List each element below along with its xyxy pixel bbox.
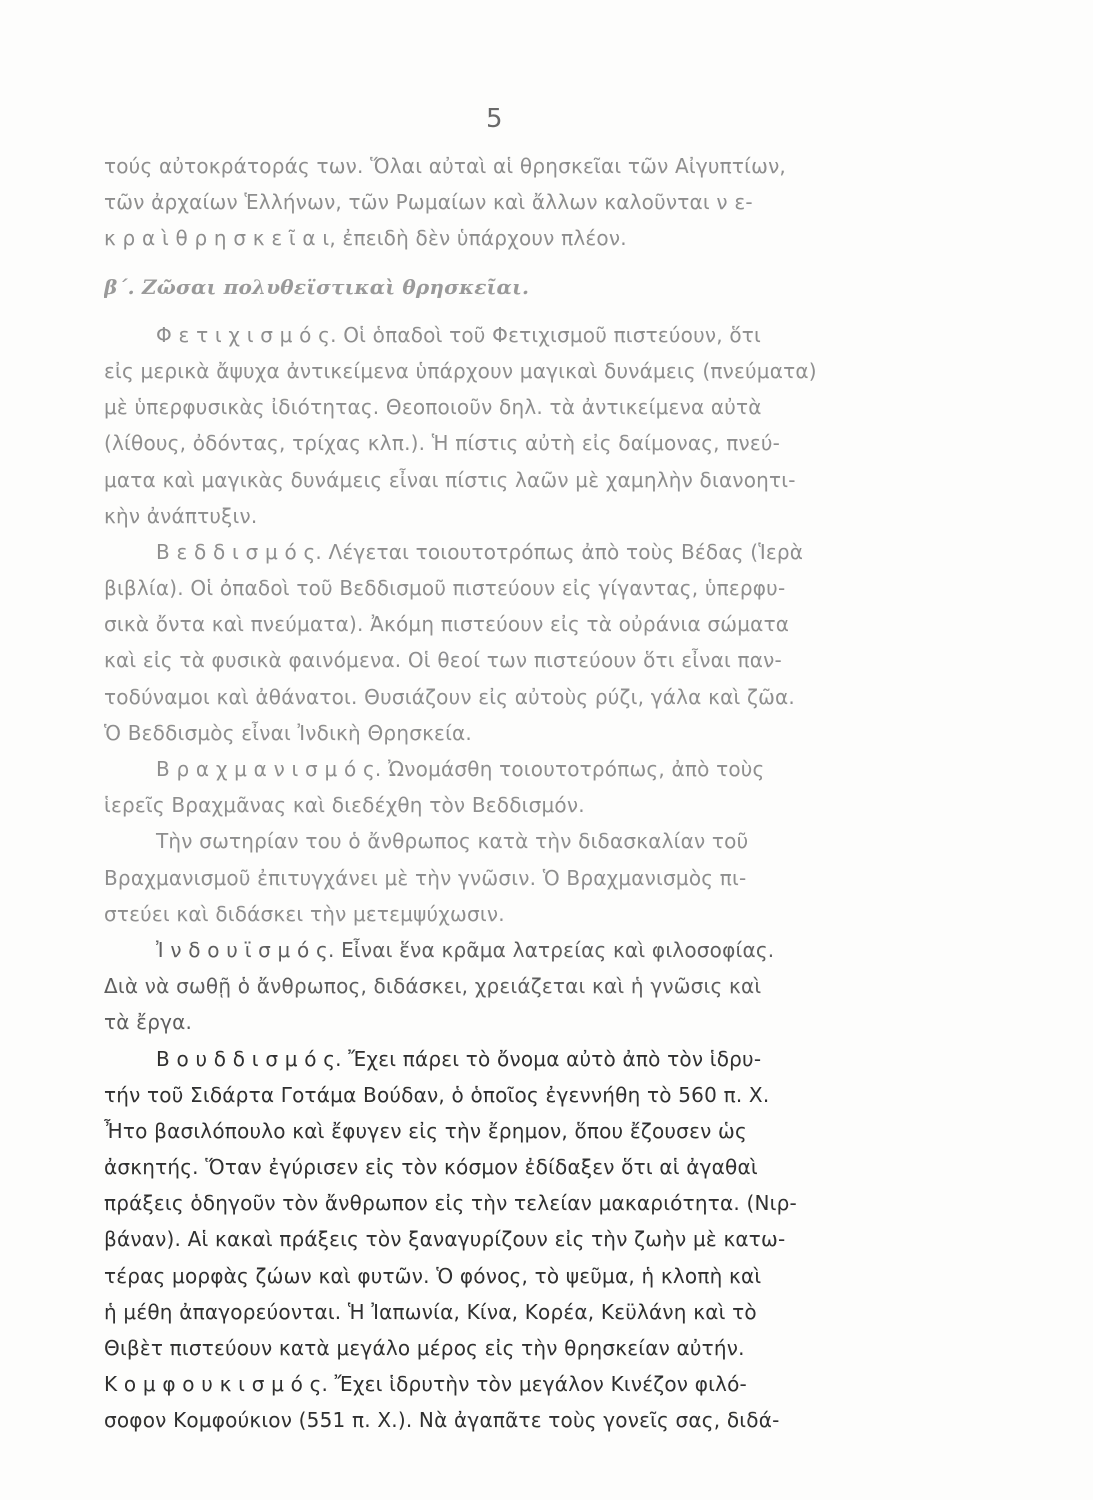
text-line: Β ο υ δ δ ι σ μ ό ς. Ἔχει πάρει τὸ ὄνομα αὐτὸ ἀπὸ τὸν ἱδρυ-: [156, 1046, 762, 1071]
text-line: μὲ ὑπερφυσικὰς ἰδιότητας. Θεοποιοῦν δηλ. τὰ ἀντικείμενα αὐτὰ: [104, 395, 762, 420]
text-line: σοφον Κομφούκιον (551 π. Χ.). Νὰ ἀγαπᾶτε τοὺς γονεῖς σας, διδά-: [104, 1408, 780, 1433]
text-line: Φ ε τ ι χ ι σ μ ό ς. Οἱ ὁπαδοὶ τοῦ Φετιχισμοῦ πιστεύουν, ὅτι: [156, 322, 762, 347]
text-line: τούς αὐτοκράτοράς των. Ὅλαι αὐταὶ αἱ θρησκεῖαι τῶν Αἰγυπτίων,: [104, 154, 786, 178]
text-line: ἡ μέθη ἀπαγορεύονται. Ἡ Ἰαπωνία, Κίνα, Κορέα, Κεϋλάνη καὶ τὸ: [104, 1299, 757, 1324]
text-line: Τὴν σωτηρίαν του ὁ ἄνθρωπος κατὰ τὴν διδασκαλίαν τοῦ: [156, 829, 749, 854]
text-line: πράξεις ὁδηγοῦν τὸν ἄνθρωπον εἰς τὴν τελείαν μακαριότητα. (Νιρ-: [104, 1191, 797, 1216]
text-line: Ἰ ν δ ο υ ϊ σ μ ό ς. Εἶναι ἕνα κρᾶμα λατρείας καὶ φιλοσοφίας.: [156, 937, 775, 962]
text-line: Ἦτο βασιλόπουλο καὶ ἔφυγεν εἰς τὴν ἔρημον, ὅπου ἔζουσεν ὡς: [104, 1118, 747, 1143]
text-line: Β ρ α χ μ α ν ι σ μ ό ς. Ὠνομάσθη τοιουτοτρόπως, ἀπὸ τοὺς: [156, 757, 765, 781]
text-line: Θιβὲτ πιστεύουν κατὰ μεγάλο μέρος εἰς τὴν θρησκείαν αὐτήν.: [104, 1336, 745, 1360]
text-line: Ὁ Βεδδισμὸς εἶναι Ἰνδικὴ Θρησκεία.: [104, 720, 472, 745]
text-line: ματα καὶ μαγικὰς δυνάμεις εἶναι πίστις λαῶν μὲ χαμηλὴν διανοητι-: [104, 467, 796, 492]
body-text: [104, 148, 934, 1439]
text-line: (λίθους, ὀδόντας, τρίχας κλπ.). Ἡ πίστις αὐτὴ εἰς δαίμονας, πνεύ-: [104, 431, 781, 456]
text-line: τήν τοῦ Σιδάρτα Γοτάμα Βούδαν, ὁ ὁποῖος ἐγεννήθη τὸ 560 π. Χ.: [104, 1082, 770, 1107]
text-line: τὰ ἔργα.: [104, 1010, 193, 1035]
text-line: ἀσκητής. Ὅταν ἐγύρισεν εἰς τὸν κόσμον ἐδίδαξεν ὅτι αἱ ἀγαθαὶ: [104, 1155, 758, 1180]
text-line: Β ε δ δ ι σ μ ό ς. Λέγεται τοιουτοτρόπως ἀπὸ τοὺς Βέδας (Ἱερὰ: [156, 539, 804, 564]
text-line: στεύει καὶ διδάσκει τὴν μετεμψύχωσιν.: [104, 901, 505, 926]
text-line: σικὰ ὄντα καὶ πνεύματα). Ἀκόμη πιστεύουν εἰς τὰ οὐράνια σώματα: [104, 612, 790, 637]
text-line: καὶ εἰς τὰ φυσικὰ φαινόμενα. Οἱ θεοί των πιστεύουν ὅτι εἶναι παν-: [104, 648, 782, 673]
text-line: εἰς μερικὰ ἄψυχα ἀντικείμενα ὑπάρχουν μαγικαὶ δυνάμεις (πνεύματα): [104, 358, 817, 383]
page-number: 5: [486, 104, 503, 134]
text-line: Βραχμανισμοῦ ἐπιτυγχάνει μὲ τὴν γνῶσιν. Ὁ Βραχμανισμὸς πι-: [104, 865, 747, 890]
text-line: βιβλία). Οἱ ὀπαδοὶ τοῦ Βεδδισμοῦ πιστεύουν εἰς γίγαντας, ὑπερφυ-: [104, 576, 786, 601]
text-line: τοδύναμοι καὶ ἀθάνατοι. Θυσιάζουν εἰς αὐτοὺς ρύζι, γάλα καὶ ζῶα.: [104, 684, 795, 709]
text-line: ἱερεῖς Βραχμᾶνας καὶ διεδέχθη τὸν Βεδδισμόν.: [104, 793, 585, 818]
text-line: κὴν ἀνάπτυξιν.: [104, 503, 258, 528]
text-line: β΄. Ζῶσαι πολυθεϊστικαὶ θρησκεῖαι.: [104, 274, 530, 299]
text-line: τῶν ἀρχαίων Ἑλλήνων, τῶν Ρωμαίων καὶ ἄλλων καλοῦνται ν ε-: [104, 190, 753, 215]
text-line: βάναν). Αἱ κακαὶ πράξεις τὸν ξαναγυρίζουν εἰς τὴν ζωὴν μὲ κατω-: [104, 1227, 786, 1252]
text-line: τέρας μορφὰς ζώων καὶ φυτῶν. Ὁ φόνος, τὸ ψεῦμα, ἡ κλοπὴ καὶ: [104, 1263, 762, 1288]
text-line: κ ρ α ὶ θ ρ η σ κ ε ῖ α ι, ἐπειδὴ δὲν ὑπάρχουν πλέον.: [104, 226, 627, 251]
text-line: Διὰ νὰ σωθῇ ὁ ἄνθρωπος, διδάσκει, χρειάζεται καὶ ἡ γνῶσις καὶ: [104, 974, 762, 999]
text-line: Κ ο μ φ ο υ κ ι σ μ ό ς. Ἔχει ἱδρυτὴν τὸν μεγάλον Κινέζον φιλό-: [104, 1372, 747, 1397]
